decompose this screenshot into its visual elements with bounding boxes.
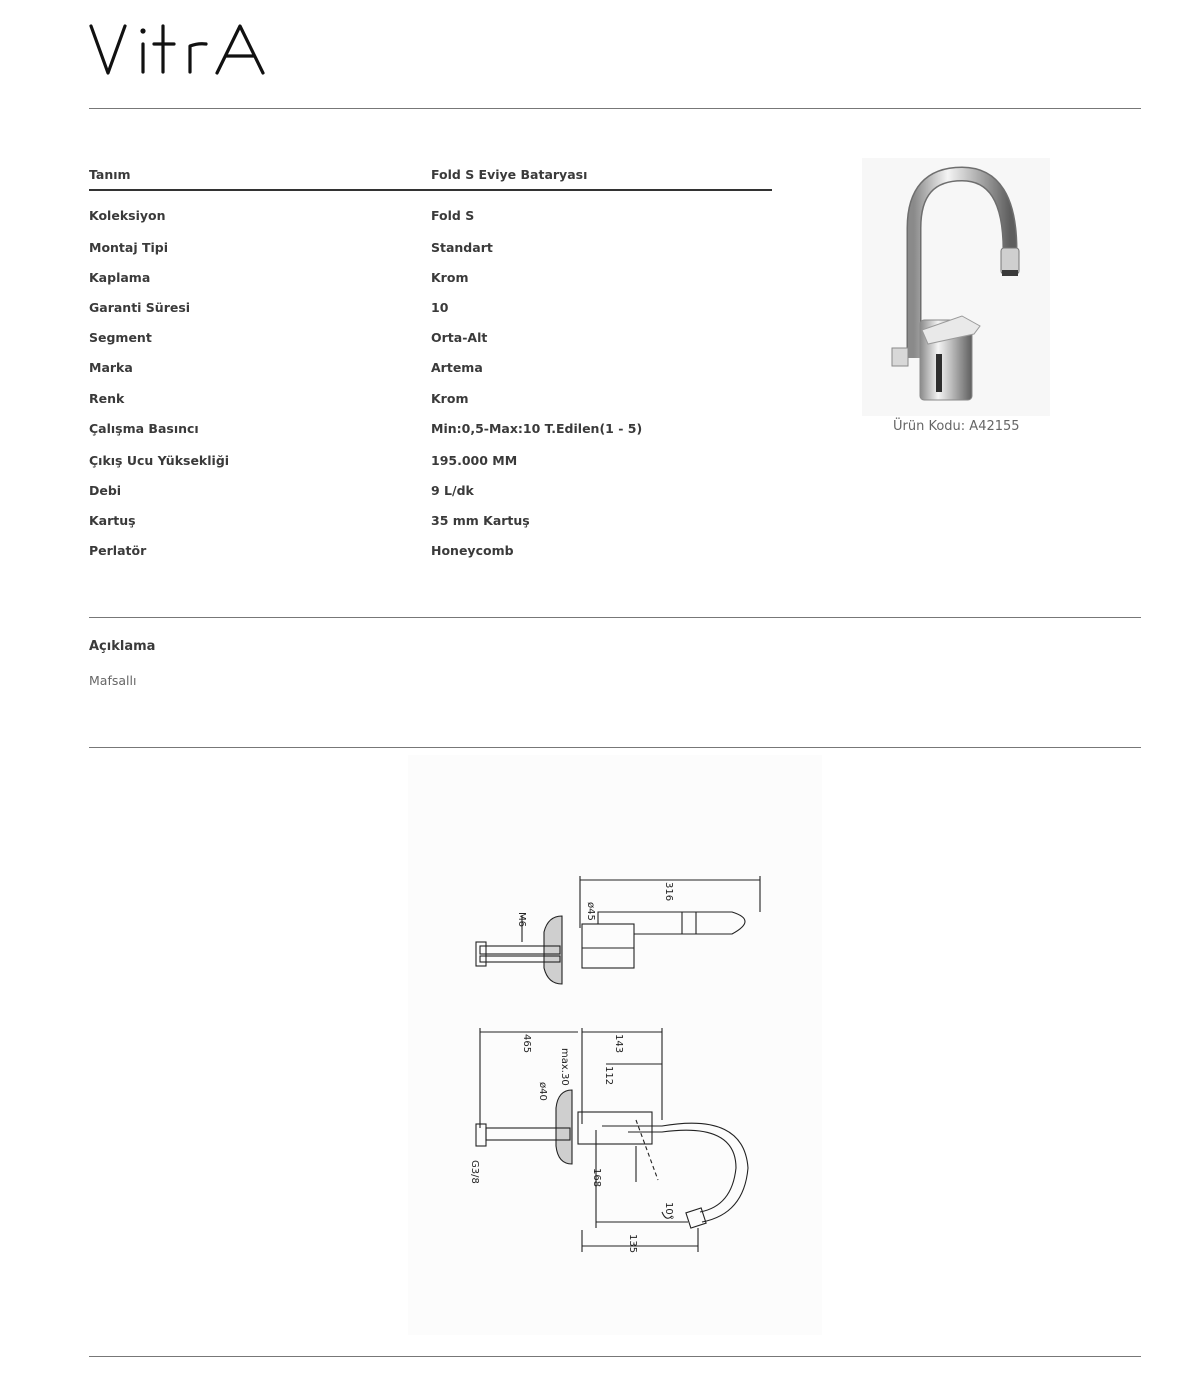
top-divider — [89, 108, 1141, 109]
spec-header-label: Tanım — [89, 167, 131, 182]
spec-label: Marka — [89, 360, 133, 375]
spec-row — [89, 330, 772, 350]
spec-value: 195.000 MM — [431, 453, 518, 468]
drawing-dim-m6: M6 — [516, 912, 527, 927]
spec-label: Çıkış Ucu Yüksekliği — [89, 453, 230, 468]
spec-label: Koleksiyon — [89, 208, 166, 223]
spec-value: Fold S — [431, 208, 475, 223]
spec-header-value: Fold S Eviye Bataryası — [431, 167, 588, 182]
drawing-dim-465: 465 — [521, 1034, 532, 1054]
spec-row — [89, 453, 772, 473]
spec-label: Kartuş — [89, 513, 136, 528]
drawing-dim-g38: G3/8 — [469, 1160, 480, 1184]
spec-label: Segment — [89, 330, 152, 345]
drawing-dim-168: 168 — [591, 1168, 602, 1188]
spec-value: Honeycomb — [431, 543, 514, 558]
spec-value: Standart — [431, 240, 493, 255]
spec-label: Perlatör — [89, 543, 147, 558]
spec-value: 10 — [431, 300, 449, 315]
drawing-dim-o40: ø40 — [537, 1082, 548, 1101]
spec-label: Montaj Tipi — [89, 240, 169, 255]
spec-label: Renk — [89, 391, 125, 406]
spec-label: Çalışma Basıncı — [89, 421, 199, 436]
description-title: Açıklama — [89, 639, 156, 654]
spec-value: Min:0,5-Max:10 T.Edilen(1 - 5) — [431, 421, 643, 436]
faucet-photo — [862, 158, 1050, 416]
spec-row — [89, 360, 772, 380]
spec-row — [89, 300, 772, 320]
drawing-dim-angle: 10° — [663, 1202, 674, 1220]
vitra-logo — [88, 16, 270, 80]
description-text: Mafsallı — [89, 673, 137, 688]
spec-label: Garanti Süresi — [89, 300, 191, 315]
drawing-dim-316: 316 — [663, 882, 674, 902]
spec-table-header — [89, 167, 772, 191]
spec-label: Kaplama — [89, 270, 151, 285]
spec-row — [89, 513, 772, 533]
drawing-dim-135: 135 — [627, 1234, 638, 1254]
spec-row — [89, 270, 772, 290]
spec-value: Krom — [431, 391, 469, 406]
spec-row — [89, 483, 772, 503]
section-divider — [89, 617, 1141, 618]
spec-value: Krom — [431, 270, 469, 285]
spec-value: Orta-Alt — [431, 330, 488, 345]
spec-row — [89, 543, 772, 563]
product-code: Ürün Kodu: A42155 — [893, 419, 1020, 434]
spec-row — [89, 421, 772, 441]
drawing-dim-max30: max.30 — [559, 1048, 570, 1086]
drawing-dim-112: 112 — [603, 1066, 614, 1086]
spec-row — [89, 208, 772, 228]
technical-drawing — [440, 850, 800, 1270]
spec-value: Artema — [431, 360, 483, 375]
bottom-divider — [89, 1356, 1141, 1357]
spec-value: 35 mm Kartuş — [431, 513, 530, 528]
drawing-dim-143: 143 — [613, 1034, 624, 1054]
drawing-dim-o45: ø45 — [585, 902, 596, 921]
spec-value: 9 L/dk — [431, 483, 474, 498]
section-divider — [89, 747, 1141, 748]
spec-row — [89, 391, 772, 411]
spec-row — [89, 240, 772, 260]
spec-label: Debi — [89, 483, 122, 498]
